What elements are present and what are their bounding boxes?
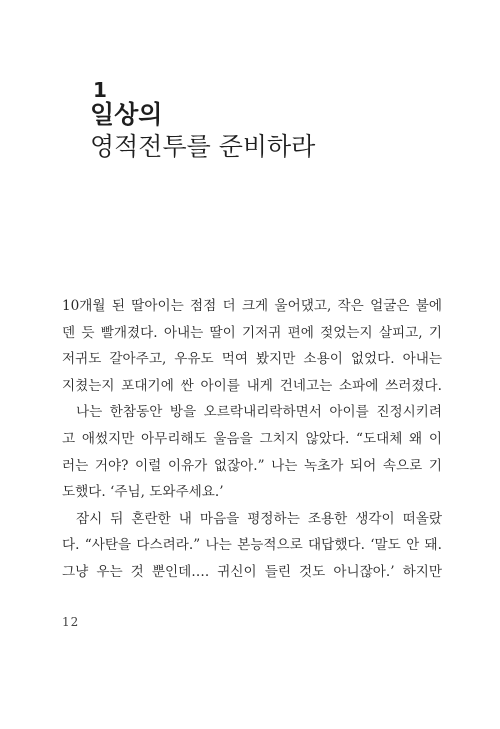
body-line: 나는 한참동안 방을 오르락내리락하면서 아이를 진정시키려: [76, 404, 442, 421]
chapter-number: 1: [93, 78, 107, 102]
body-line: 고 애썼지만 아무리해도 울음을 그치지 않았다. “도대체 왜 이: [62, 430, 442, 447]
body-line: 러는 거야? 이럴 이유가 없잖아.” 나는 녹초가 되어 속으로 기: [62, 457, 442, 474]
body-line: 잠시 뒤 혼란한 내 마음을 평정하는 조용한 생각이 떠올랐: [76, 510, 442, 527]
body-text: [62, 293, 442, 586]
chapter-title-line-1: 일상의: [90, 100, 163, 129]
body-line: 지쳤는지 포대기에 싼 아이를 내게 건네고는 소파에 쓰러졌다.: [62, 377, 442, 394]
body-line: 다. “사탄을 다스려라.” 나는 본능적으로 대답했다. ‘말도 안 돼.: [62, 537, 442, 554]
body-line: 도했다. ‘주님, 도와주세요.’: [62, 484, 224, 501]
body-line: 그냥 우는 것 뿐인데…. 귀신이 들린 것도 아니잖아.’ 하지만: [62, 563, 442, 580]
body-line: 10개월 된 딸아이는 점점 더 크게 울어댔고, 작은 얼굴은 불에: [62, 298, 442, 314]
chapter-title-line-2: 영적전투를 준비하라: [90, 132, 316, 161]
body-line: 덴 듯 빨개졌다. 아내는 딸이 기저귀 편에 젖었는지 살피고, 기: [62, 324, 442, 341]
body-line: 저귀도 갈아주고, 우유도 먹여 봤지만 소용이 없었다. 아내는: [62, 351, 442, 368]
page-number: 12: [62, 615, 80, 629]
